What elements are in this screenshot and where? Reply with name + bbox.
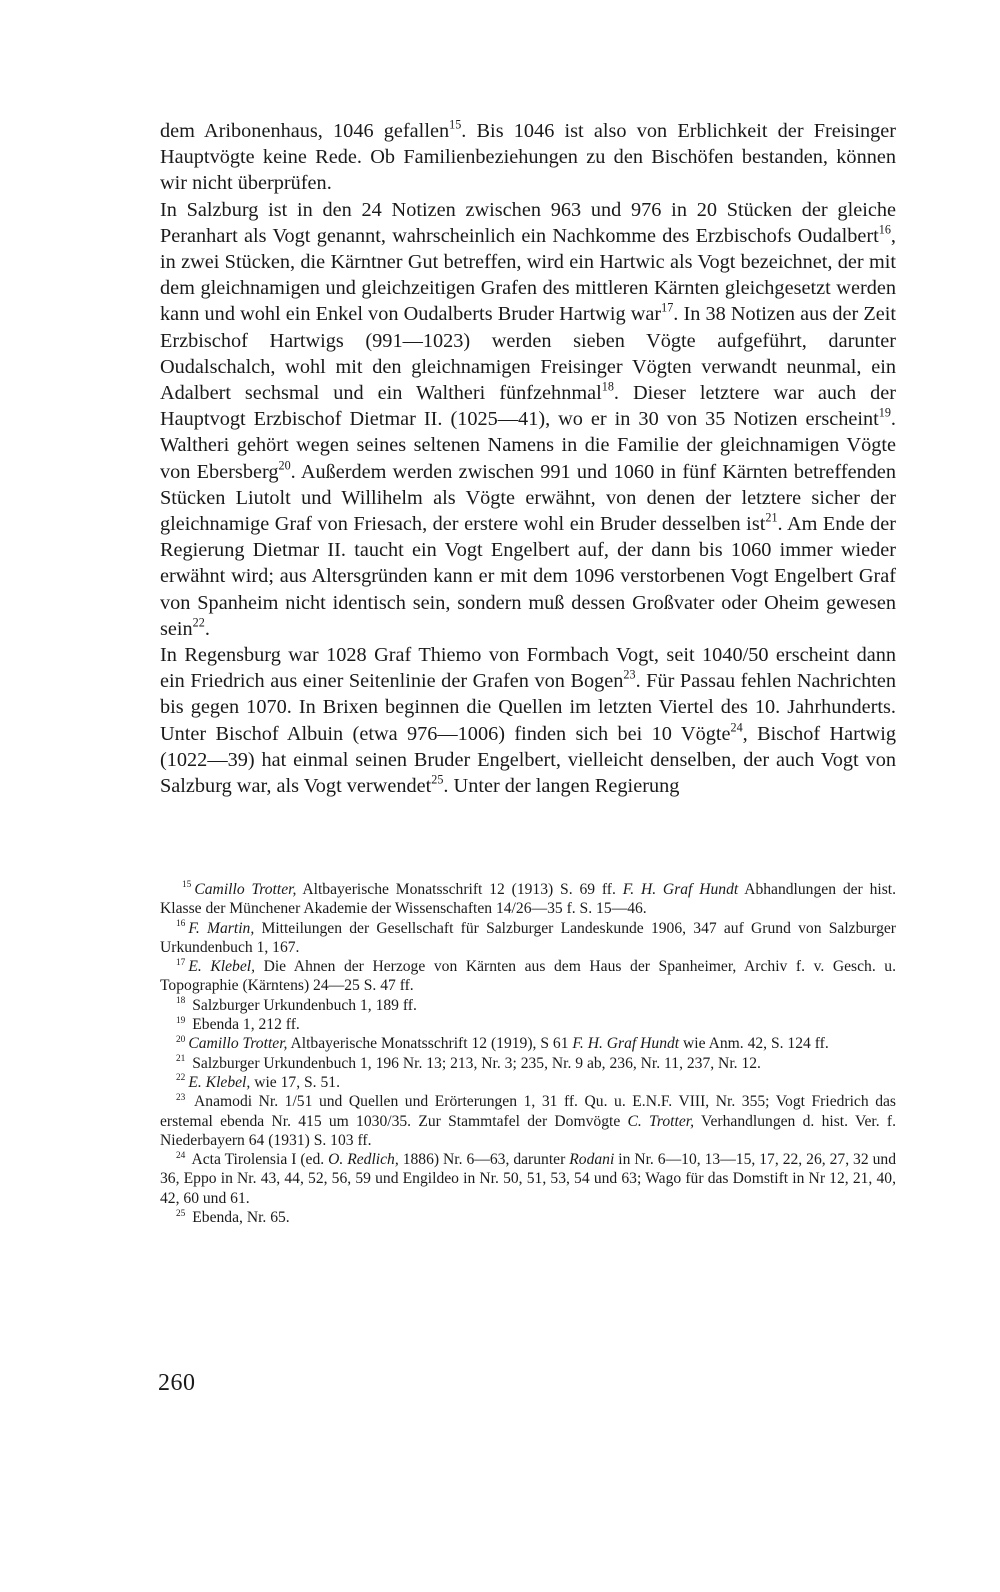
footnote-ref-16: 16 — [878, 222, 891, 237]
footnote-ref-21: 21 — [765, 510, 778, 525]
main-text — [160, 118, 896, 799]
page-number: 260 — [158, 1370, 196, 1396]
paragraph-3: In Regensburg war 1028 Graf Thiemo von Formbach Vogt, seit 1040/50 erscheint dann ein Friedrich aus einer Seitenlinie der Grafen von Bogen$^{23}$. Für Passau fehlen Nachrichten bis gegen 1070. In Brixen beginnen die Quellen im letzten Viertel des 10. Jahrhunderts. Unter Bischof Albuin (etwa 976—1006) finden sich bei 10 Vögte$^{24}$, Bischof Hartwig (1022—39) hat einmal seinen Bruder Engelbert, vielleicht denselben, der auch Vogt von Salzburg war, als Vogt verwendet$^{25}$. Unter der langen Regierung — [160, 644, 896, 798]
footnote-24: $^{24}$ Acta Tirolensia I (ed. O. Redlich, 1886) Nr. 6—63, darunter Rodani in Nr. 6—10, 13—15, 17, 22, 26, 27, 32 und 36, Eppo in Nr. 43, 44, 52, 56, 59 und Engildeo in Nr. 50, 51, 53, 54 und 63; Wago für das Domstift in Nr 12, 21, 40, 42, 60 und 61. — [160, 1150, 896, 1207]
footnote-25: $^{25}$ Ebenda, Nr. 65. — [176, 1208, 290, 1227]
footnote-19: $^{19}$ Ebenda 1, 212 ff. — [176, 1015, 300, 1034]
footnote-16: $^{16}$ F. Martin, Mitteilungen der Gesellschaft für Salzburger Landeskunde 1906, 347 auf Grund von Salzburger Urkundenbuch 1, 167. — [160, 919, 896, 956]
footnote-ref-17: 17 — [661, 300, 674, 315]
paragraph-1: dem Aribonenhaus, 1046 gefallen$^{15}$. Bis 1046 ist also von Erblichkeit der Freisinger Hauptvögte keine Rede. Ob Familienbeziehungen zu den Bischöfen bestanden, können wir nicht überprüfen. — [160, 117, 896, 195]
footnote-23: $^{23}$ Anamodi Nr. 1/51 und Quellen und Erörterungen 1, 31 ff. Qu. u. E.N.F. VIII, Nr. 355; Vogt Friedrich das erstemal ebenda Nr. 415 um 1030/35. Zur Stammtafel der Domvögte C. Trotter, Verhandlungen d. hist. Ver. f. Niederbayern 64 (1931) S. 103 ff. — [160, 1092, 896, 1149]
footnote-ref-18: 18 — [601, 379, 614, 394]
paragraph-2: In Salzburg ist in den 24 Notizen zwischen 963 und 976 in 20 Stücken der gleiche Peranhart als Vogt genannt, wahrscheinlich ein Nachkomme des Erzbischofs Oudalbert$^{16}$, in zwei Stücken, die Kärntner Gut betreffen, wird ein Hartwic als Vogt bezeichnet, der mit dem gleichnamigen und gleichzeitigen Grafen des mittleren Kärnten gleichgesetzt werden kann und wohl ein Enkel von Oudalberts Bruder Hartwig war$^{17}$. In 38 Notizen aus der Zeit Erzbischof Hartwigs (991—1023) werden sieben Vögte aufgeführt, darunter Oudalschalch, wohl mit den gleichnamigen Freisinger Vögten verwandt neunmal, ein Adalbert sechsmal und ein Waltheri fünfzehnmal$^{18}$. Dieser letztere war auch der Hauptvogt Erzbischof Dietmar II. (1025—41), wo er in 30 von 35 Notizen erscheint$^{19}$. Waltheri gehört wegen seines seltenen Namens in die Familie der gleichnamigen Vögte von Ebersberg$^{20}$. Außerdem werden zwischen 991 und 1060 in fünf Kärnten betreffenden Stücken Liutolt und Willihelm als Vögte erwähnt, von denen der letztere sicher der gleichnamige Graf von Friesach, der erstere wohl ein Bruder desselben ist$^{21}$. Am Ende der Regierung Dietmar II. taucht ein Vogt Engelbert auf, der dann bis 1060 immer wieder erwähnt wird; aus Altersgründen kann er mit dem 1096 verstorbenen Vogt Engelbert Graf von Spanheim nicht identisch sein, sondern muß dessen Großvater oder Oheim gewesen sein$^{22}$. — [160, 198, 896, 640]
footnotes — [160, 880, 896, 1227]
footnote-17: $^{17}$ E. Klebel, Die Ahnen der Herzoge von Kärnten aus dem Haus der Spanheimer, Archiv f. v. Gesch. u. Topographie (Kärntens) 24—25 S. 47 ff. — [160, 957, 896, 995]
footnote-18: $^{18}$ Salzburger Urkundenbuch 1, 189 ff. — [176, 996, 417, 1014]
footnote-ref-25: 25 — [431, 772, 444, 787]
footnote-ref-19: 19 — [878, 405, 891, 420]
footnote-ref-24: 24 — [730, 720, 743, 735]
footnote-ref-15: 15 — [449, 117, 462, 132]
footnote-15: $^{15}$ Camillo Trotter, Altbayerische Monatsschrift 12 (1913) S. 69 ff. F. H. Graf Hundt Abhandlungen der hist. Klasse der Münchener Akademie der Wissenschaften 14/26—35 f. S. 15—46. — [160, 880, 896, 918]
footnote-21: $^{21}$ Salzburger Urkundenbuch 1, 196 Nr. 13; 213, Nr. 3; 235, Nr. 9 ab, 236, Nr. 11, 237, Nr. 12. — [176, 1054, 761, 1072]
footnote-ref-22: 22 — [192, 615, 205, 630]
footnote-ref-20: 20 — [278, 458, 291, 473]
footnote-22: $^{22}$ E. Klebel, wie 17, S. 51. — [176, 1073, 340, 1091]
footnote-20: $^{20}$ Camillo Trotter, Altbayerische Monatsschrift 12 (1919), S 61 F. H. Graf Hundt wie Anm. 42, S. 124 ff. — [176, 1034, 829, 1053]
footnote-ref-23: 23 — [623, 667, 636, 682]
